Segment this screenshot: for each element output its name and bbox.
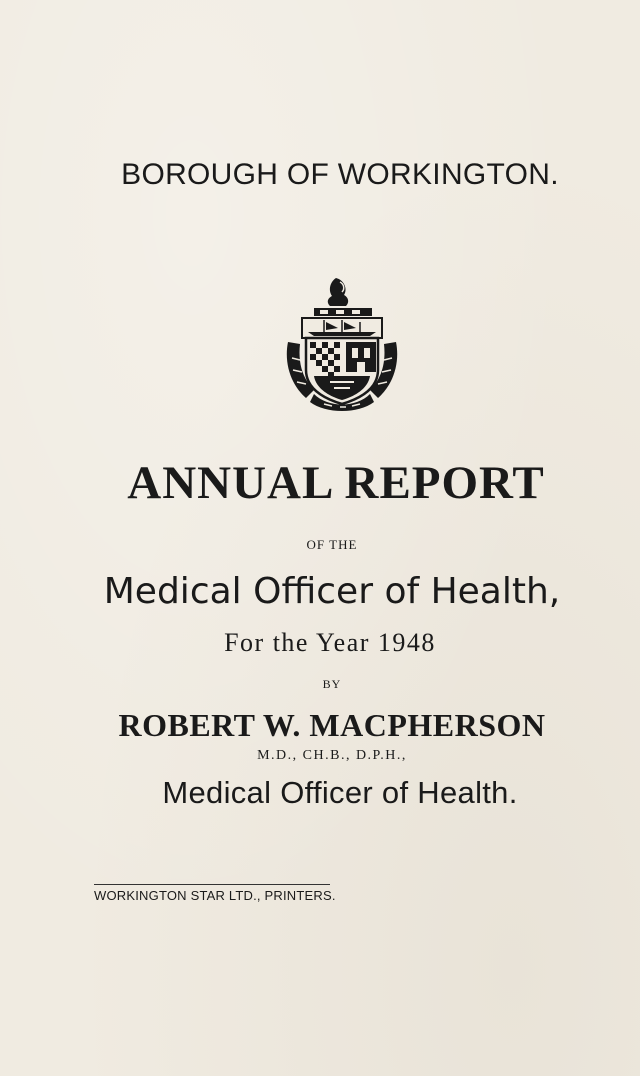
- printer-rule: [94, 884, 330, 885]
- report-title: ANNUAL REPORT: [127, 457, 545, 509]
- author-name: ROBERT W. MACPHERSON: [118, 707, 546, 743]
- officer-title: Medical Officer of Health,: [103, 571, 561, 612]
- author-degrees: M.D., CH.B., D.P.H.,: [257, 748, 407, 763]
- report-year: For the Year 1948: [224, 628, 436, 657]
- printer-imprint: WORKINGTON STAR LTD., PRINTERS.: [94, 888, 336, 903]
- of-the-label: OF THE: [306, 537, 358, 552]
- borough-coat-of-arms-icon: [284, 272, 400, 414]
- by-label: BY: [322, 677, 342, 691]
- author-role: Medical Officer of Health.: [162, 775, 518, 810]
- borough-heading: BOROUGH OF WORKINGTON.: [121, 158, 559, 191]
